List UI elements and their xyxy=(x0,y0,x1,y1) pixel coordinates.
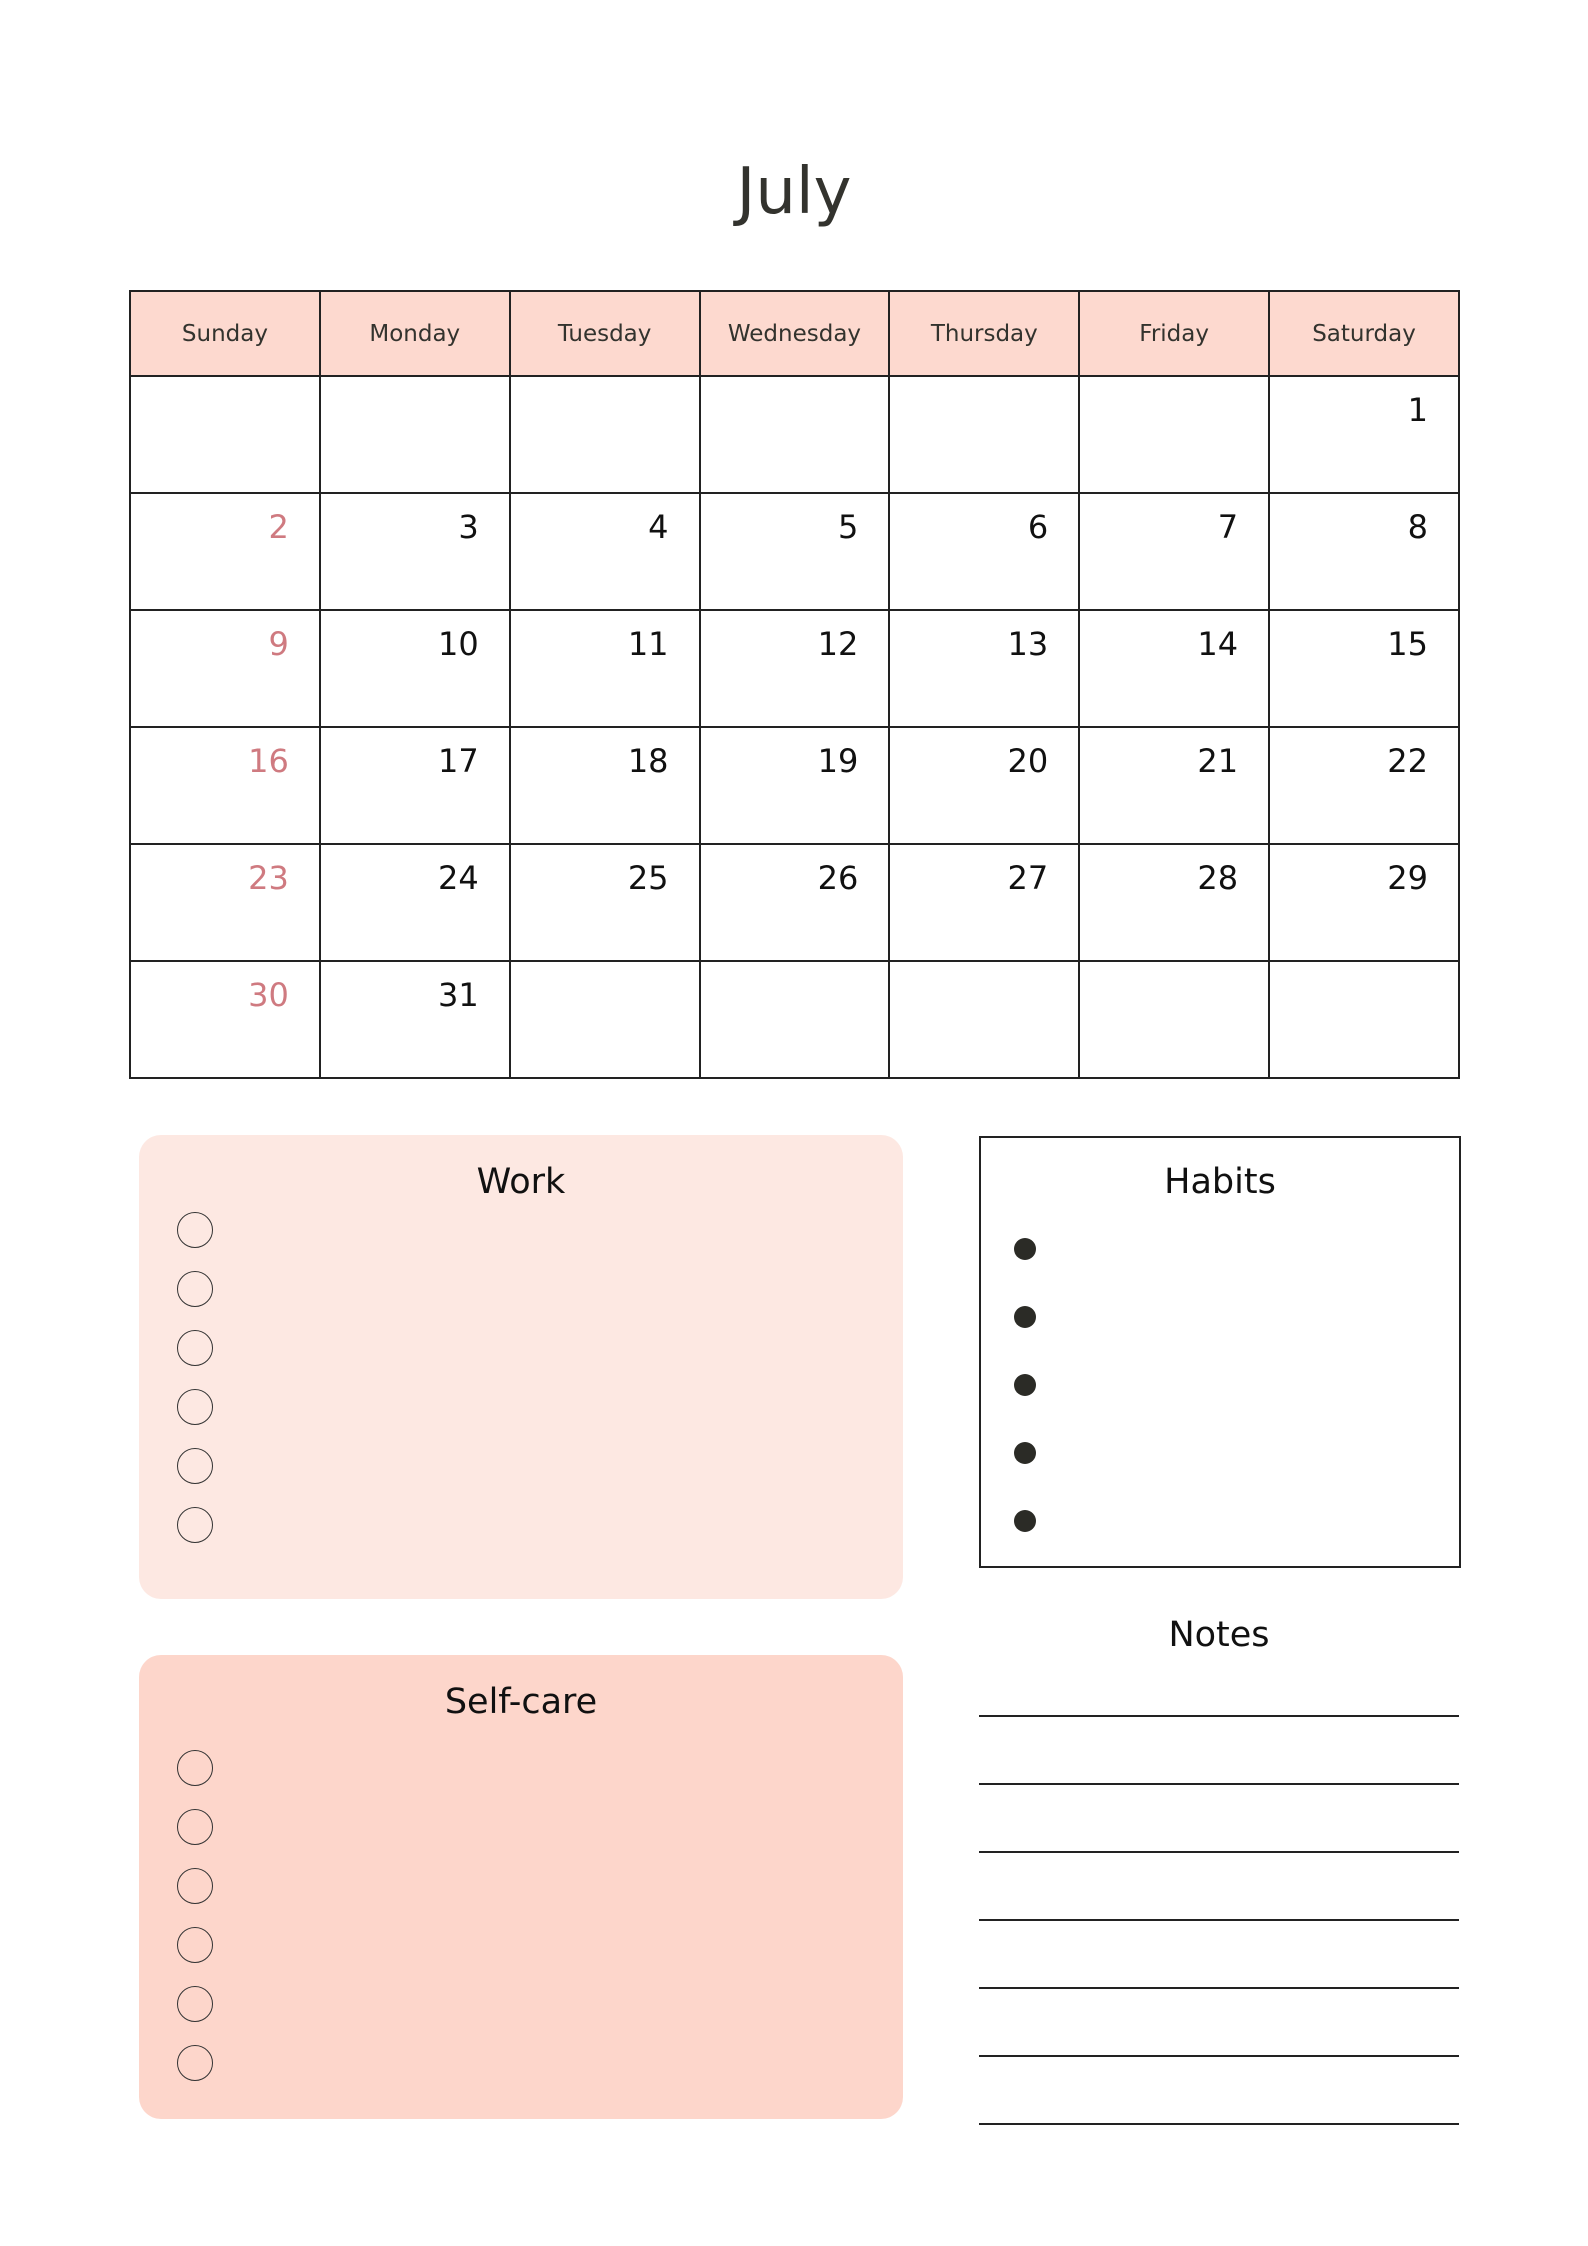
empty-day-cell[interactable] xyxy=(700,961,890,1078)
day-cell-12[interactable]: 12 xyxy=(700,610,890,727)
day-cell-3[interactable]: 3 xyxy=(320,493,510,610)
weekday-header-row xyxy=(130,291,1459,376)
bullet-icon xyxy=(1014,1238,1036,1260)
checkbox-circle-icon[interactable] xyxy=(177,1330,213,1366)
empty-day-cell[interactable] xyxy=(1269,961,1459,1078)
day-cell-4[interactable]: 4 xyxy=(510,493,700,610)
empty-day-cell[interactable] xyxy=(320,376,510,493)
calendar-grid xyxy=(129,290,1460,1079)
week-row xyxy=(130,376,1459,493)
bullet-icon xyxy=(1014,1374,1036,1396)
day-cell-23[interactable]: 23 xyxy=(130,844,320,961)
weekday-tuesday: Tuesday xyxy=(510,291,700,376)
note-line[interactable] xyxy=(979,1919,1459,1921)
day-cell-2[interactable]: 2 xyxy=(130,493,320,610)
day-cell-14[interactable]: 14 xyxy=(1079,610,1269,727)
day-cell-25[interactable]: 25 xyxy=(510,844,700,961)
day-cell-20[interactable]: 20 xyxy=(889,727,1079,844)
empty-day-cell[interactable] xyxy=(1079,376,1269,493)
empty-day-cell[interactable] xyxy=(510,961,700,1078)
day-cell-15[interactable]: 15 xyxy=(1269,610,1459,727)
day-cell-27[interactable]: 27 xyxy=(889,844,1079,961)
checkbox-circle-icon[interactable] xyxy=(177,1809,213,1845)
checkbox-circle-icon[interactable] xyxy=(177,1868,213,1904)
checkbox-circle-icon[interactable] xyxy=(177,1389,213,1425)
empty-day-cell[interactable] xyxy=(130,376,320,493)
checkbox-circle-icon[interactable] xyxy=(177,1986,213,2022)
checkbox-circle-icon[interactable] xyxy=(177,1448,213,1484)
day-cell-29[interactable]: 29 xyxy=(1269,844,1459,961)
day-cell-10[interactable]: 10 xyxy=(320,610,510,727)
bullet-icon xyxy=(1014,1306,1036,1328)
week-row xyxy=(130,844,1459,961)
checkbox-circle-icon[interactable] xyxy=(177,1271,213,1307)
note-line[interactable] xyxy=(979,1783,1459,1785)
week-row xyxy=(130,610,1459,727)
checkbox-circle-icon[interactable] xyxy=(177,1212,213,1248)
checkbox-circle-icon[interactable] xyxy=(177,1507,213,1543)
notes-panel xyxy=(979,1600,1459,2130)
weekday-friday: Friday xyxy=(1079,291,1269,376)
day-cell-21[interactable]: 21 xyxy=(1079,727,1269,844)
empty-day-cell[interactable] xyxy=(889,376,1079,493)
weekday-monday: Monday xyxy=(320,291,510,376)
work-panel xyxy=(139,1135,903,1599)
bullet-icon xyxy=(1014,1510,1036,1532)
day-cell-16[interactable]: 16 xyxy=(130,727,320,844)
habits-title: Habits xyxy=(1164,1162,1276,1202)
day-cell-18[interactable]: 18 xyxy=(510,727,700,844)
day-cell-7[interactable]: 7 xyxy=(1079,493,1269,610)
month-title: July xyxy=(736,155,852,229)
note-line[interactable] xyxy=(979,2123,1459,2125)
empty-day-cell[interactable] xyxy=(889,961,1079,1078)
day-cell-30[interactable]: 30 xyxy=(130,961,320,1078)
note-line[interactable] xyxy=(979,1715,1459,1717)
notes-title: Notes xyxy=(1168,1615,1270,1655)
checkbox-circle-icon[interactable] xyxy=(177,1927,213,1963)
day-cell-22[interactable]: 22 xyxy=(1269,727,1459,844)
day-cell-26[interactable]: 26 xyxy=(700,844,890,961)
day-cell-8[interactable]: 8 xyxy=(1269,493,1459,610)
day-cell-9[interactable]: 9 xyxy=(130,610,320,727)
note-line[interactable] xyxy=(979,1851,1459,1853)
empty-day-cell[interactable] xyxy=(1079,961,1269,1078)
day-cell-1[interactable]: 1 xyxy=(1269,376,1459,493)
weekday-thursday: Thursday xyxy=(889,291,1079,376)
weekday-sunday: Sunday xyxy=(130,291,320,376)
day-cell-17[interactable]: 17 xyxy=(320,727,510,844)
week-row xyxy=(130,493,1459,610)
checkbox-circle-icon[interactable] xyxy=(177,1750,213,1786)
day-cell-19[interactable]: 19 xyxy=(700,727,890,844)
day-cell-5[interactable]: 5 xyxy=(700,493,890,610)
day-cell-11[interactable]: 11 xyxy=(510,610,700,727)
bullet-icon xyxy=(1014,1442,1036,1464)
note-line[interactable] xyxy=(979,2055,1459,2057)
checkbox-circle-icon[interactable] xyxy=(177,2045,213,2081)
note-line[interactable] xyxy=(979,1987,1459,1989)
day-cell-13[interactable]: 13 xyxy=(889,610,1079,727)
work-title: Work xyxy=(476,1162,566,1202)
week-row xyxy=(130,727,1459,844)
week-row xyxy=(130,961,1459,1078)
day-cell-31[interactable]: 31 xyxy=(320,961,510,1078)
day-cell-28[interactable]: 28 xyxy=(1079,844,1269,961)
weekday-wednesday: Wednesday xyxy=(700,291,890,376)
day-cell-24[interactable]: 24 xyxy=(320,844,510,961)
day-cell-6[interactable]: 6 xyxy=(889,493,1079,610)
habits-panel xyxy=(979,1136,1461,1568)
selfcare-title: Self-care xyxy=(444,1682,598,1722)
selfcare-panel xyxy=(139,1655,903,2119)
empty-day-cell[interactable] xyxy=(700,376,890,493)
weekday-saturday: Saturday xyxy=(1269,291,1459,376)
empty-day-cell[interactable] xyxy=(510,376,700,493)
